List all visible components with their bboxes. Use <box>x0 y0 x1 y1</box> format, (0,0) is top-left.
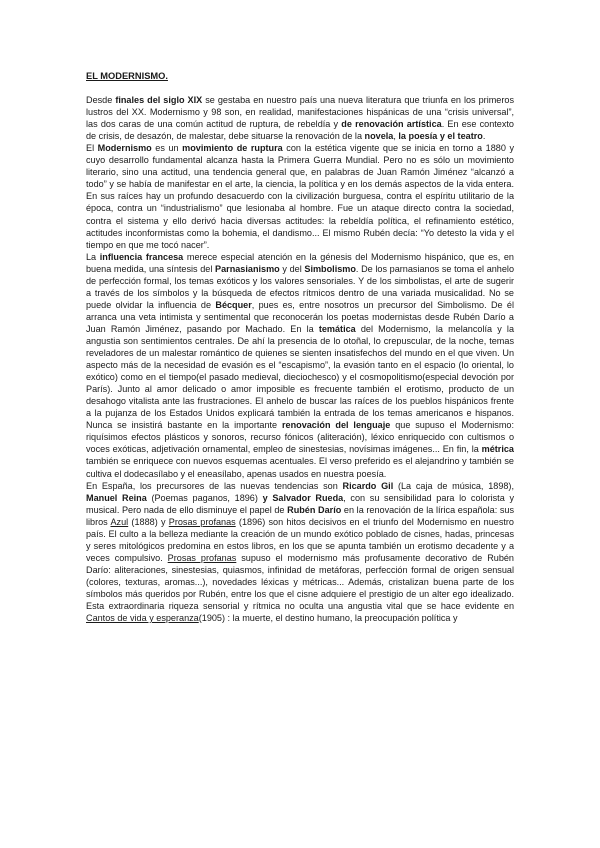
bold-text: finales del siglo XIX <box>115 95 203 106</box>
paragraph-intro <box>86 94 514 142</box>
text-run: merece especial atención en la génesis del Modernismo hispánico, que es, en buena medida, una síntesis del <box>86 251 514 274</box>
text-run: Desde <box>86 95 116 106</box>
bold-text: temática <box>318 323 356 334</box>
bold-text: influencia francesa <box>99 251 184 262</box>
text-run: . De los parnasianos se toma el anhelo de perfección formal, los temas exóticos y los valores sensoriales. Y de los simbolistas, el arte de sugerir a través de los símbolos y la búsqueda de efectos rítmicos dentro de una variada musicalidad. No se puede olvidar la influencia de <box>86 263 514 310</box>
bold-text: Ricardo Gil <box>342 480 394 491</box>
bold-text: y Salvador Rueda <box>262 492 344 503</box>
text-run: supuso el modernismo más profusamente decorativo de Rubén Darío: aliteraciones, sinestesias, quiasmos, infinidad de metáforas, perfección formal de origen sensual (colores, texturas, aromas...), novedades léxicas y métricas... Además, cristalizan buena parte de los símbolos más queridos por Rubén, entre los que el cisne adquiere el prestigio de un alter ego idealizado. Esta extraordinaria riqueza sensorial y rítmica no oculta una angustia vital que se hace evidente en <box>86 552 514 612</box>
text-run: , con su sensibilidad para lo colorista y musical. Pero nada de ello disminuye el papel de <box>86 492 514 515</box>
text-run: en la renovación de la lírica española: sus libros <box>86 504 514 527</box>
bold-text: novela <box>364 131 394 142</box>
text-run: El <box>86 143 98 154</box>
bold-text: Manuel Reina <box>86 492 147 503</box>
text-run: (Poemas paganos, 1896) <box>146 492 263 503</box>
bold-text: renovación del lenguaje <box>281 420 391 431</box>
text-run: (1888) y <box>128 516 169 527</box>
bold-text: Modernismo <box>97 143 152 154</box>
bold-text: Simbolismo <box>304 263 356 274</box>
bold-text: de renovación artística <box>341 119 442 130</box>
text-run: (1905) : la muerte, el destino humano, la preocupación política y <box>198 613 458 624</box>
text-run: . En ese contexto de crisis, de desazón, de malestar, debe situarse la renovación de la <box>86 119 514 142</box>
document-title: EL MODERNISMO. <box>86 71 168 81</box>
text-run: La <box>86 251 100 262</box>
bold-text: Parnasianismo <box>215 263 280 274</box>
bold-text: la poesía y el teatro <box>398 131 483 142</box>
document-page <box>86 70 514 624</box>
text-run: del Modernismo, la melancolía y la angustia son sentimientos centrales. De ahí la presencia de lo otoñal, lo crepuscular, de la noche, temas reveladores de un malestar romántico de quienes se sienten insatisfechos del mundo en el que viven. Un aspecto más de la necesidad de evasión es el “escapismo”, la evasión tanto en el espacio (lo oriental, lo exótico) como en el tiempo(el pasado medieval, dieciochesco) y el cosmopolitismo(especial devoción por París). Junto al amor delicado o amor imposible es frecuente también el erotismo, producto de un desahogo vitalista ante las frustraciones. El anhelo de buscar las raíces de los pueblos hispánicos frente a la pujanza de los Estados Unidos explicará también la entrada de los temas americanos e hispanos. Nunca se insistirá bastante en la importante <box>86 323 514 431</box>
text-run: (La caja de música, 1898), <box>393 480 514 491</box>
underlined-title: Azul <box>110 516 129 527</box>
bold-text: movimiento de ruptura <box>182 143 283 154</box>
text-run: se gestaba en nuestro país una nueva literatura que triunfa en los primeros lustros del XX. Modernismo y 98 son, en realidad, manifestaciones hispánicas de una “crisis universal”, las dos caras de una común actitud de ruptura, de rebeldía y <box>86 95 514 130</box>
text-run: con la estética vigente que se inicia en torno a 1880 y cuyo desarrollo fundamental alcanza hasta la Primera Guerra Mundial. Pero no es sólo un movimiento literario, sino una actitud, una tendencia general que, en palabras de Juan Ramón Jiménez “alcanzó a todo” y se había de manifestar en el arte, la ciencia, la política y en los demás aspectos de la vida entera. En sus raíces hay un profundo desacuerdo con la civilización burguesa, contra el espíritu utilitario de la época, contra un “industrialismo” que lesionaba al hombre. Fue un ataque directo contra la sociedad, contra el sistema y ello derivó hacia diversas actitudes: la rebeldía política, el refinamiento estético, actitudes inconformistas como la bohemia, el dandismo... El mismo Rubén decía: “Yo detesto la vida y el tiempo en que me tocó nacer”. <box>86 143 514 250</box>
text-run: y del <box>279 263 305 274</box>
text-run: En España, los precursores de las nuevas tendencias son <box>86 480 343 491</box>
paragraph-espana <box>86 480 514 625</box>
underlined-title: Cantos de vida y esperanza <box>86 613 199 624</box>
paragraph-influencia <box>86 251 514 480</box>
text-run: . <box>482 131 486 142</box>
text-run: (1896) son hitos decisivos en el triunfo del Modernismo en nuestro país. El culto a la belleza mediante la creación de un mundo exótico poblado de cisnes, hadas, princesas y seres mitológicos predomina en estos libros, en los que se apunta también un erotismo decadente y a veces compulsivo. <box>86 516 514 563</box>
underlined-title: Prosas profanas <box>168 516 236 527</box>
paragraph-modernismo <box>86 142 514 250</box>
text-run: también se enriquece con nuevos esquemas acentuales. El verso preferido es el alejandrino y también se cultiva el dodecasílabo y el eneasílabo, apenas usados en nuestra poesía. <box>86 456 514 479</box>
text-run: , <box>393 131 399 142</box>
text-run: que supuso el Modernismo: riquísimos efectos plásticos y sonoros, recurso fónicos (aliteración), léxico enriquecido con cultismos o voces exóticas, adjetivación ornamental, empleo de sinestesias, novísimas imágenes... En fin, la <box>86 420 514 455</box>
underlined-title: Prosas profanas <box>167 552 237 563</box>
text-run: es un <box>151 143 183 154</box>
bold-text: métrica <box>481 444 514 455</box>
bold-text: Bécquer <box>215 299 252 310</box>
text-run: , pues es, entre nosotros un precursor del Simbolismo. De él arranca una veta intimista y sentimental que reconocerán los poetas modernistas desde Rubén Darío a Juan Ramón Jiménez, pasando por Machado. En la <box>86 299 514 334</box>
bold-text: Rubén Darío <box>287 504 342 515</box>
